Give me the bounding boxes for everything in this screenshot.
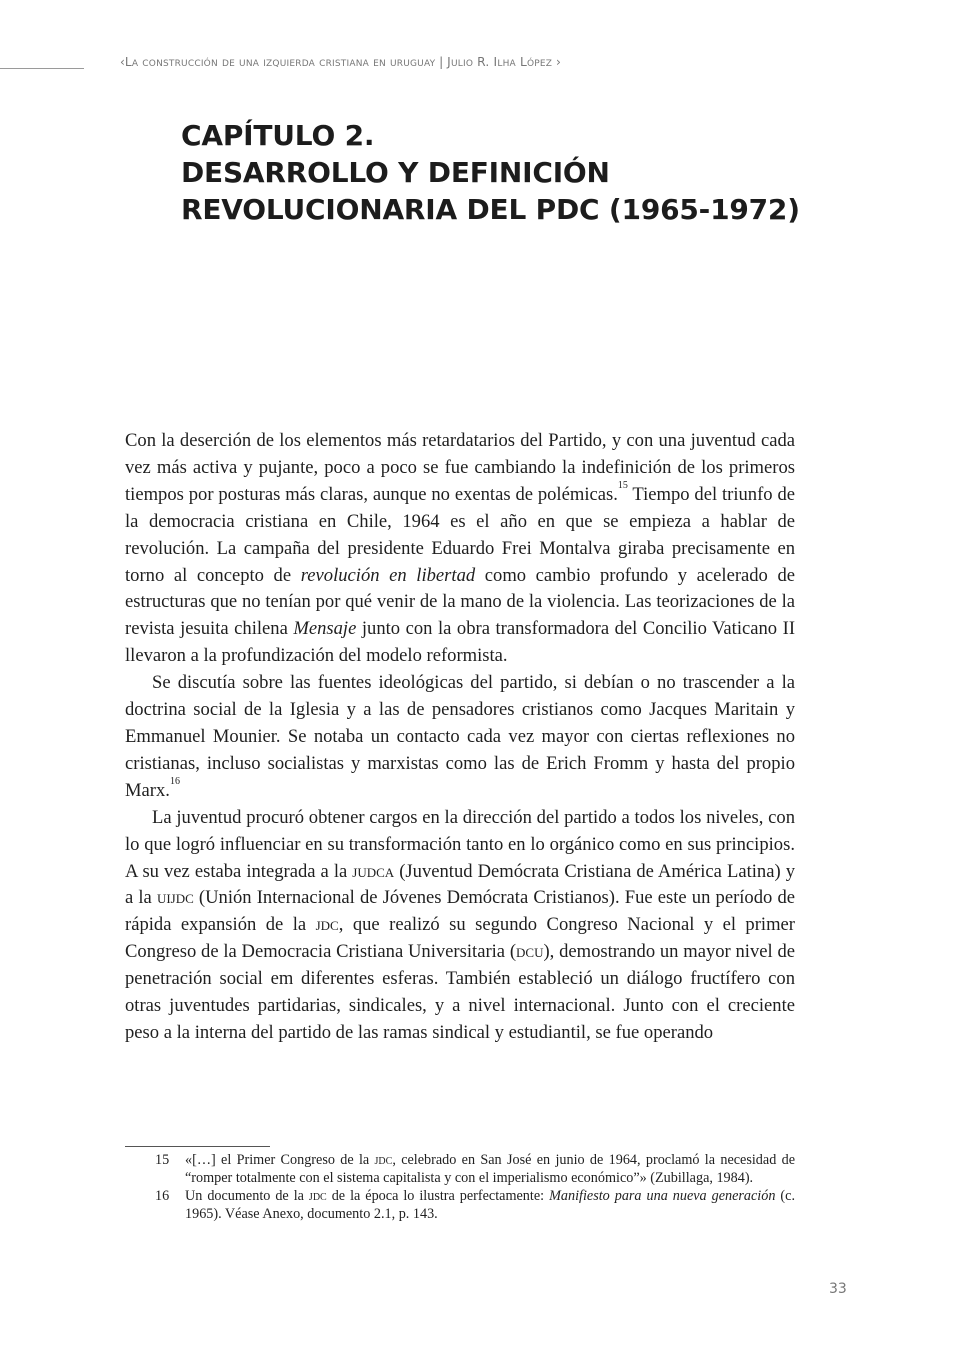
footnote-ref-15: 15 <box>617 479 628 491</box>
paragraph-2-text-a: Se discutía sobre las fuentes ideológicas del partido, si debían o no trascender a la doctrina social de la Iglesia y a las de pensadores cristianos como Jacques Maritain y Emmanuel Mounier. Se notaba un contacto cada vez mayor con ciertas reflexiones no cristianas, incluso socialistas y marxistas como las de Erich Fromm y hasta del propio Marx. <box>125 672 795 801</box>
footnote-15-acronym: jdc <box>374 1152 393 1168</box>
paragraph-3-text-a: La juventud procuró obtener cargos en la dirección del partido a todos los niveles, con lo que logró influenciar en su transformación tanto en lo orgánico como en sus principios. A su vez estaba integrada a la <box>125 806 795 882</box>
chapter-title-line-2: DESARROLLO Y DEFINICIÓN <box>181 156 610 189</box>
footnote-16-italic: Manifiesto para una nueva generación <box>549 1188 776 1204</box>
running-head-open: ‹ <box>120 55 125 69</box>
paragraph-3-text-d: , que realizó su segundo Congreso Nacional y el primer Congreso de la Democracia Cristiana Universitaria ( <box>125 914 795 963</box>
chapter-title-line-3: REVOLUCIONARIA DEL PDC (1965-1972) <box>181 193 800 226</box>
footnote-16-text-a: Un documento de la <box>185 1188 309 1204</box>
footnote-16-acronym: jdc <box>308 1188 327 1204</box>
footnote-ref-16: 16 <box>169 775 180 787</box>
header-rule <box>0 68 84 69</box>
paragraph-1-text-c: como cambio profundo y acelerado de estructuras que no tenían por qué venir de la mano de la violencia. Las teorizaciones de la revista jesuita chilena <box>125 564 795 640</box>
body-text <box>125 428 795 1047</box>
chapter-title-line-1: CAPÍTULO 2. <box>181 119 375 152</box>
paragraph-3-text-b: (Juventud Demócrata Cristiana de América Latina) y a la <box>125 860 795 909</box>
footnote-15 <box>125 1151 795 1187</box>
acronym-jdc: jdc <box>315 914 339 936</box>
acronym-judca: judca <box>352 860 395 882</box>
footnote-15-text-a: «[…] el Primer Congreso de la <box>185 1152 375 1168</box>
paragraph-1-text-d: junto con la obra transformadora del Concilio Vaticano II llevaron a la profundización del modelo reformista. <box>125 618 796 667</box>
paragraph-1-text-a: Con la deserción de los elementos más retardatarios del Partido, y con una juventud cada vez más activa y pujante, poco a poco se fue cambiando la indefinición de los primeros tiempos por posturas más claras, aunque no exentas de polémicas. <box>125 430 795 505</box>
running-head-book-title: La construcción de una izquierda cristiana en uruguay <box>124 55 436 69</box>
footnote-16 <box>125 1187 795 1223</box>
paragraph-1-italic-1: revolución en libertad <box>300 564 476 586</box>
paragraph-1-text-b: Tiempo del triunfo de la democracia cristiana en Chile, 1964 es el año en que se empieza a hablar de revolución. La campaña del presidente Eduardo Frei Montalva giraba precisamente en torno al concepto de <box>125 483 795 586</box>
footnote-number: 15 <box>155 1152 170 1168</box>
footnotes <box>125 1151 795 1223</box>
running-head-separator: | <box>435 55 448 69</box>
paragraph-3 <box>125 805 795 1047</box>
paragraph-3-text-c: (Unión Internacional de Jóvenes Demócrata Cristianos). Fue este un período de rápida expansión de la <box>125 887 796 936</box>
running-head-author: Julio R. Ilha López <box>447 55 553 69</box>
chapter-title <box>181 117 801 228</box>
paragraph-2 <box>125 670 795 805</box>
footnote-16-text-b: de la época lo ilustra perfectamente: <box>326 1188 550 1204</box>
footnote-number: 16 <box>155 1188 170 1204</box>
running-head-close: › <box>552 55 561 69</box>
paragraph-1-italic-2: Mensaje <box>293 618 357 640</box>
acronym-dcu: dcu <box>516 941 544 963</box>
acronym-uijdc: uijdc <box>156 887 194 909</box>
footnote-16-text-c: (c. 1965). Véase Anexo, documento 2.1, p. 143. <box>185 1188 795 1222</box>
footnote-15-text-b: , celebrado en San José en junio de 1964, proclamó la necesidad de “romper totalmente con el sistema capitalista y con el imperialismo económico”» (Zubillaga, 1984). <box>185 1152 795 1186</box>
running-head <box>120 55 720 69</box>
paragraph-1 <box>125 428 795 670</box>
page-number: 33 <box>829 1281 847 1297</box>
paragraph-3-text-e: ), demostrando un mayor nivel de penetración social em diferentes esferas. También estableció un diálogo fructífero con otras juventudes partidarias, sindicales, y a nivel internacional. Junto con el creciente peso a la interna del partido de las ramas sindical y estudiantil, se fue operando <box>125 941 795 1043</box>
footnote-rule <box>125 1146 270 1147</box>
